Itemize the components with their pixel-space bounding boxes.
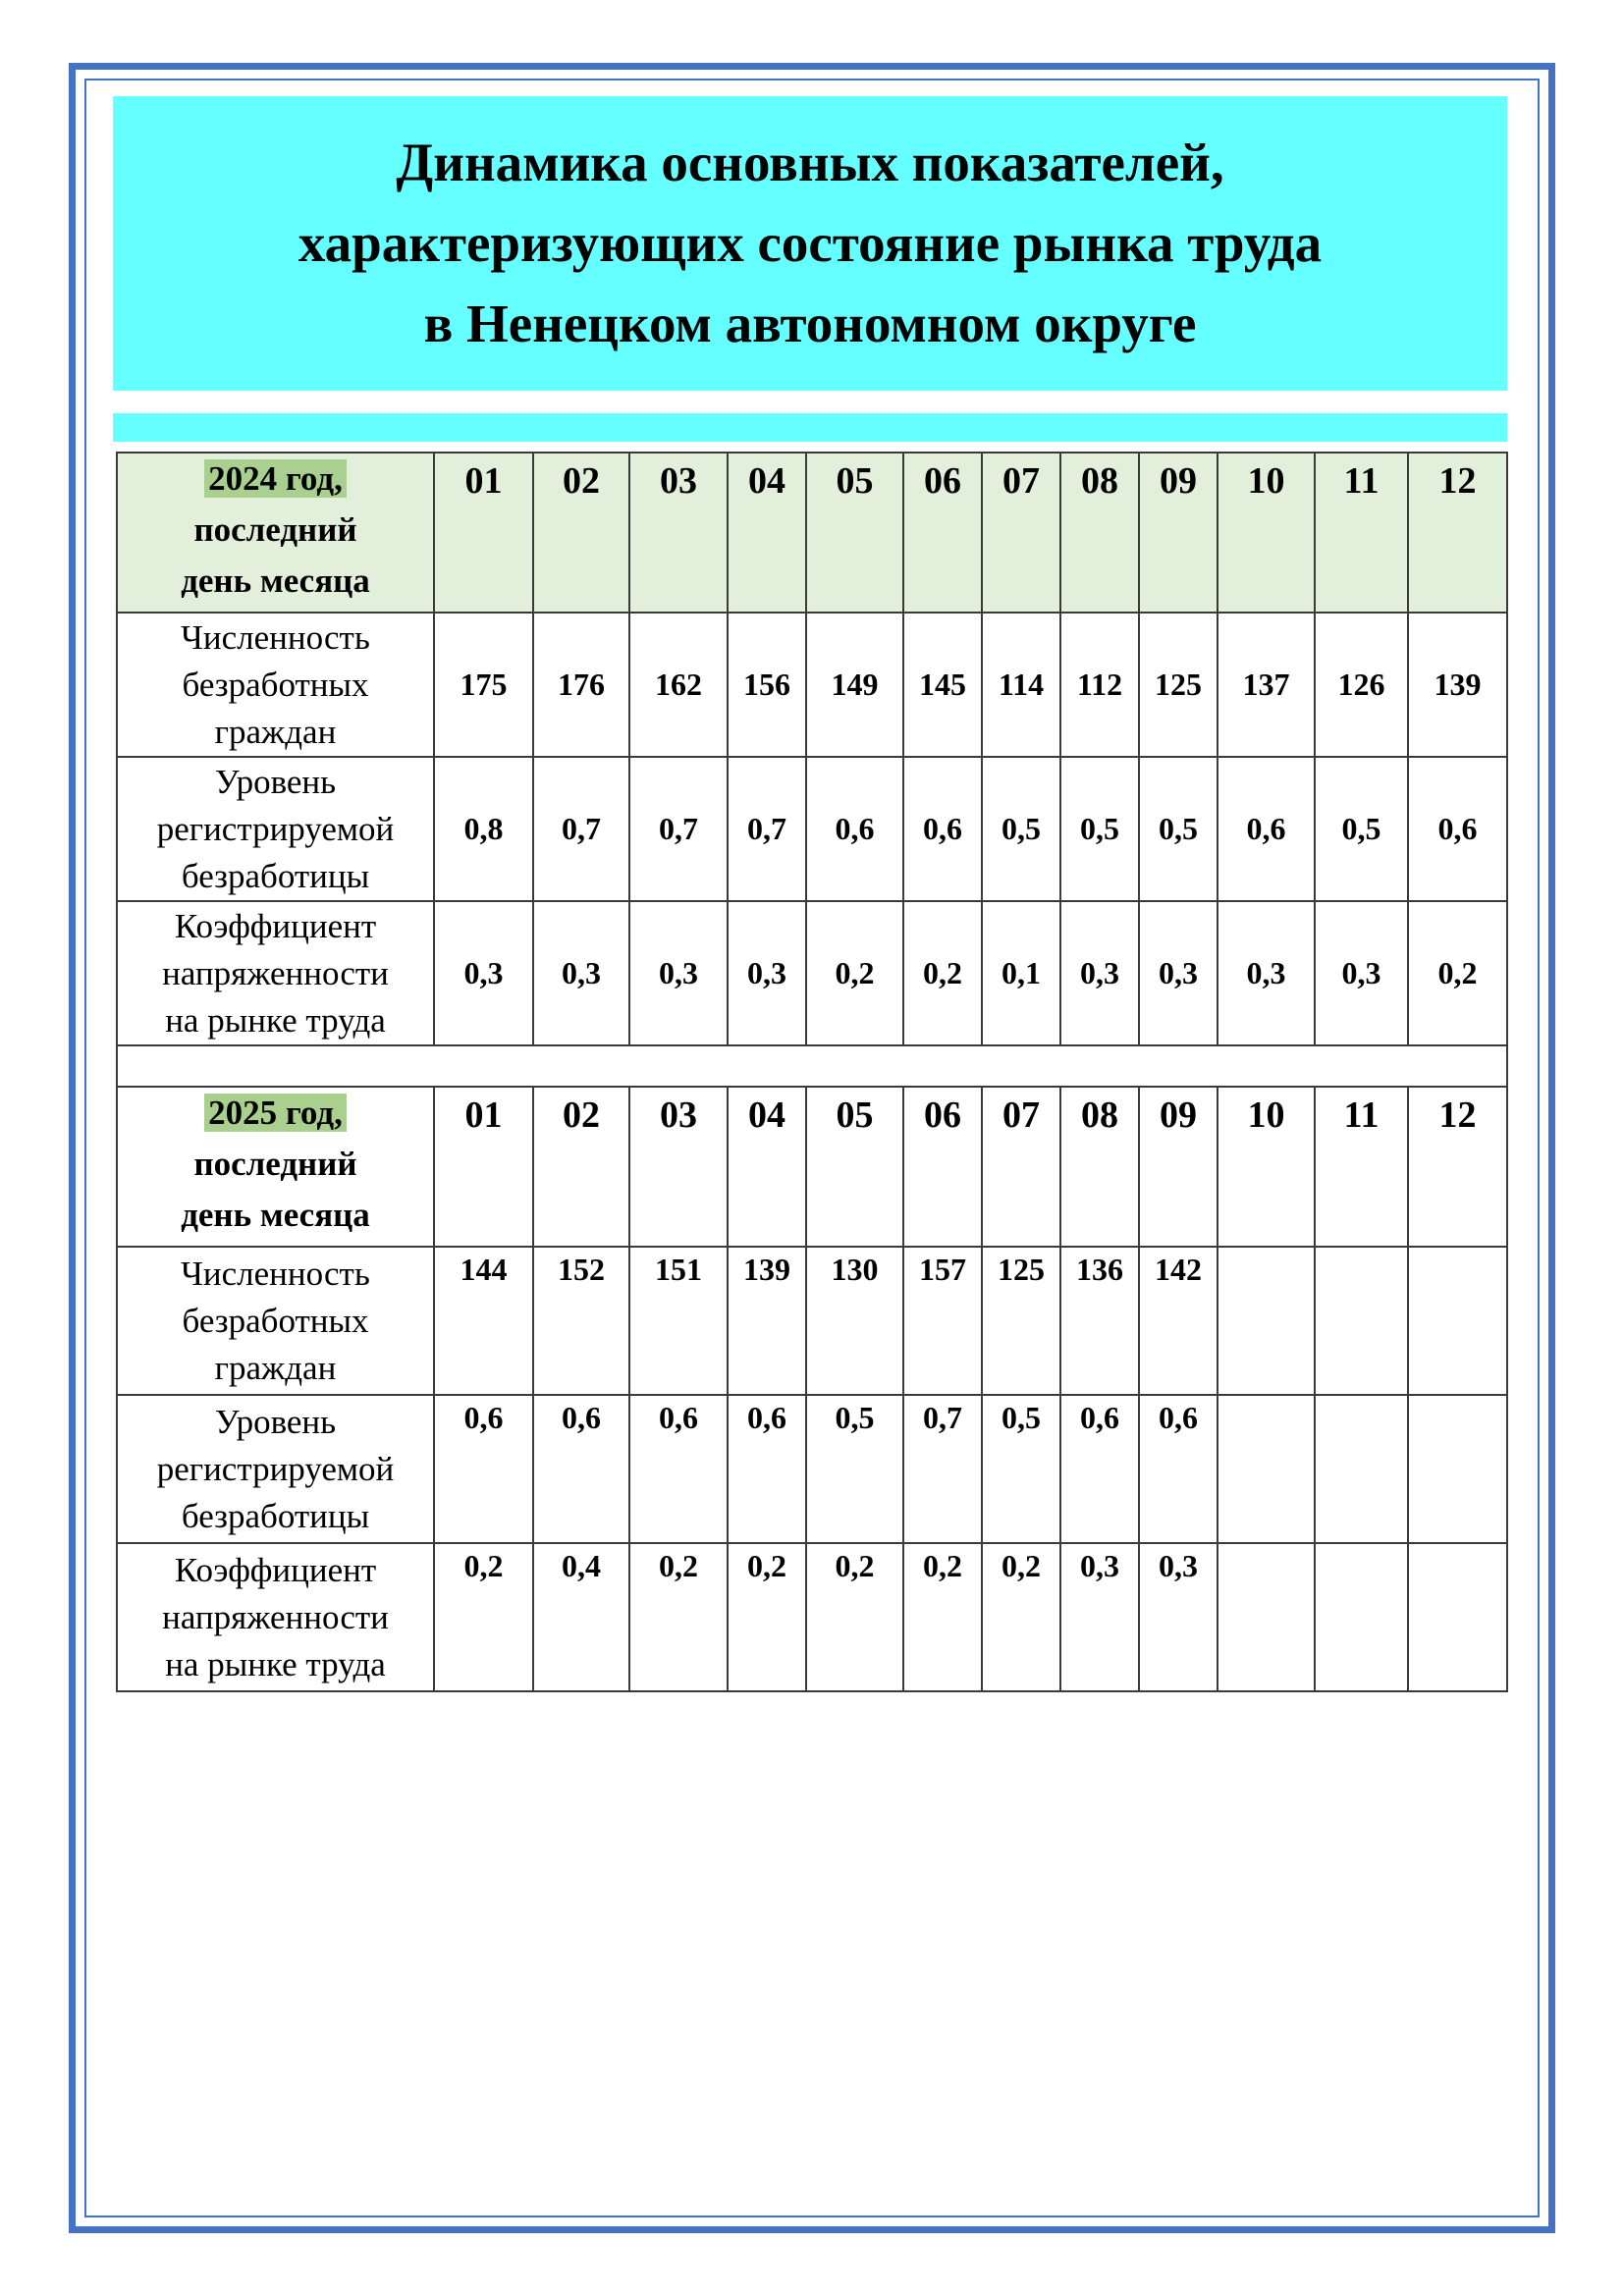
title-line: Динамика основных показателей, [396,133,1224,192]
value-cell: 0,8 [434,757,533,901]
value-cell: 0,2 [806,1543,903,1691]
value-cell: 0,7 [629,757,728,901]
period-header-text: последний [193,1145,357,1183]
indicator-label-cell [117,1543,434,1691]
period-header-cell [117,1087,434,1247]
value-cell: 0,1 [982,901,1060,1045]
value-cell: 145 [903,613,982,757]
value-cell: 0,6 [1139,1395,1218,1543]
indicator-label-text: Уровень [214,762,337,801]
table-row [117,757,1507,901]
page-title [298,123,1322,364]
month-header-cell: 10 [1218,1087,1315,1247]
value-cell: 0,5 [1315,757,1408,901]
table-row [117,1395,1507,1543]
value-cell: 0,6 [1408,757,1507,901]
value-cell: 0,2 [728,1543,806,1691]
value-cell: 0,2 [629,1543,728,1691]
value-cell: 0,3 [1139,1543,1218,1691]
title-banner [113,96,1507,391]
period-header-cell [117,453,434,613]
month-header-cell: 04 [728,453,806,613]
value-cell [1218,1543,1315,1691]
value-cell: 176 [533,613,629,757]
value-cell: 0,6 [903,757,982,901]
table-row [117,901,1507,1045]
month-header-cell: 06 [903,1087,982,1247]
value-cell [1218,1395,1315,1543]
month-header-cell: 09 [1139,453,1218,613]
value-cell: 0,6 [533,1395,629,1543]
value-cell: 136 [1060,1247,1139,1395]
indicator-label-text: регистрируемой [156,1449,395,1488]
month-header-cell: 12 [1408,1087,1507,1247]
indicator-label-text: регистрируемой [156,809,395,848]
month-header-cell: 05 [806,453,903,613]
month-header-cell: 01 [434,453,533,613]
value-cell: 149 [806,613,903,757]
indicator-label-text: на рынке труда [165,1000,386,1040]
value-cell: 0,2 [903,1543,982,1691]
value-cell: 151 [629,1247,728,1395]
value-cell: 125 [1139,613,1218,757]
month-header-cell: 09 [1139,1087,1218,1247]
month-header-cell: 11 [1315,453,1408,613]
value-cell: 137 [1218,613,1315,757]
indicator-label-cell [117,901,434,1045]
value-cell: 142 [1139,1247,1218,1395]
month-header-cell: 01 [434,1087,533,1247]
value-cell: 0,6 [1218,757,1315,901]
year-label: 2025 год, [204,1094,347,1132]
value-cell: 114 [982,613,1060,757]
table-row [117,613,1507,757]
indicator-label-text: Уровень [214,1402,337,1441]
title-line: в Ненецком автономном округе [423,294,1197,353]
month-header-cell: 03 [629,453,728,613]
value-cell: 0,4 [533,1543,629,1691]
indicator-label-text: Численность [181,617,370,657]
month-header-cell: 07 [982,1087,1060,1247]
value-cell: 0,3 [728,901,806,1045]
month-header-cell: 02 [533,1087,629,1247]
value-cell: 0,2 [982,1543,1060,1691]
table-row [117,1543,1507,1691]
labor-market-table [116,452,1508,1692]
value-cell: 156 [728,613,806,757]
indicator-label-text: напряженности [162,1597,389,1636]
value-cell: 0,3 [629,901,728,1045]
value-cell: 0,3 [1218,901,1315,1045]
value-cell: 0,5 [982,757,1060,901]
value-cell: 0,3 [1060,901,1139,1045]
indicator-label-text: Коэффициент [174,906,377,945]
value-cell: 0,7 [903,1395,982,1543]
table-header-row [117,1087,1507,1247]
month-header-cell: 03 [629,1087,728,1247]
value-cell: 139 [1408,613,1507,757]
table-header-row [117,453,1507,613]
value-cell: 0,7 [533,757,629,901]
indicator-label-text: Численность [181,1254,370,1293]
value-cell [1218,1247,1315,1395]
value-cell: 0,2 [434,1543,533,1691]
month-header-cell: 02 [533,453,629,613]
month-header-cell: 08 [1060,453,1139,613]
value-cell: 0,2 [806,901,903,1045]
indicator-label-text: безработицы [181,856,370,895]
value-cell: 0,3 [1315,901,1408,1045]
month-header-cell: 05 [806,1087,903,1247]
table-row [117,1247,1507,1395]
value-cell: 0,5 [1060,757,1139,901]
value-cell: 0,6 [629,1395,728,1543]
indicator-label-text: на рынке труда [165,1644,386,1683]
value-cell [1408,1247,1507,1395]
value-cell: 162 [629,613,728,757]
spacer-cell [117,1045,1507,1087]
month-header-cell: 04 [728,1087,806,1247]
value-cell: 0,6 [434,1395,533,1543]
value-cell: 0,7 [728,757,806,901]
indicator-label-text: безработных [182,665,369,704]
value-cell [1315,1543,1408,1691]
month-header-cell: 12 [1408,453,1507,613]
value-cell: 0,3 [1060,1543,1139,1691]
indicator-label-cell [117,613,434,757]
value-cell: 152 [533,1247,629,1395]
value-cell: 0,5 [1139,757,1218,901]
value-cell: 0,3 [533,901,629,1045]
indicator-label-text: безработных [182,1301,369,1340]
value-cell: 0,6 [728,1395,806,1543]
period-header-text: последний [193,510,357,549]
indicator-label-cell [117,1395,434,1543]
month-header-cell: 10 [1218,453,1315,613]
indicator-label-text: граждан [214,1348,337,1387]
value-cell: 130 [806,1247,903,1395]
value-cell: 0,2 [903,901,982,1045]
year-label: 2024 год, [204,459,347,498]
value-cell: 0,6 [806,757,903,901]
indicator-label-text: напряженности [162,953,389,992]
value-cell [1315,1247,1408,1395]
period-header-text: день месяца [181,1196,370,1234]
value-cell: 112 [1060,613,1139,757]
value-cell: 0,2 [1408,901,1507,1045]
value-cell [1315,1395,1408,1543]
indicator-label-text: безработицы [181,1496,370,1535]
value-cell: 157 [903,1247,982,1395]
title-divider-strip [113,413,1507,442]
month-header-cell: 06 [903,453,982,613]
month-header-cell: 08 [1060,1087,1139,1247]
value-cell: 125 [982,1247,1060,1395]
period-header-text: день месяца [181,561,370,600]
value-cell: 175 [434,613,533,757]
table-spacer-row [117,1045,1507,1087]
value-cell: 0,6 [1060,1395,1139,1543]
value-cell: 0,3 [434,901,533,1045]
value-cell: 144 [434,1247,533,1395]
value-cell: 0,5 [982,1395,1060,1543]
indicator-label-text: граждан [214,712,337,751]
value-cell: 0,5 [806,1395,903,1543]
indicator-label-cell [117,1247,434,1395]
value-cell [1408,1395,1507,1543]
indicator-label-cell [117,757,434,901]
month-header-cell: 11 [1315,1087,1408,1247]
value-cell: 139 [728,1247,806,1395]
indicator-label-text: Коэффициент [174,1550,377,1589]
month-header-cell: 07 [982,453,1060,613]
value-cell: 0,3 [1139,901,1218,1045]
value-cell: 126 [1315,613,1408,757]
value-cell [1408,1543,1507,1691]
title-line: характеризующих состояние рынка труда [298,213,1323,273]
